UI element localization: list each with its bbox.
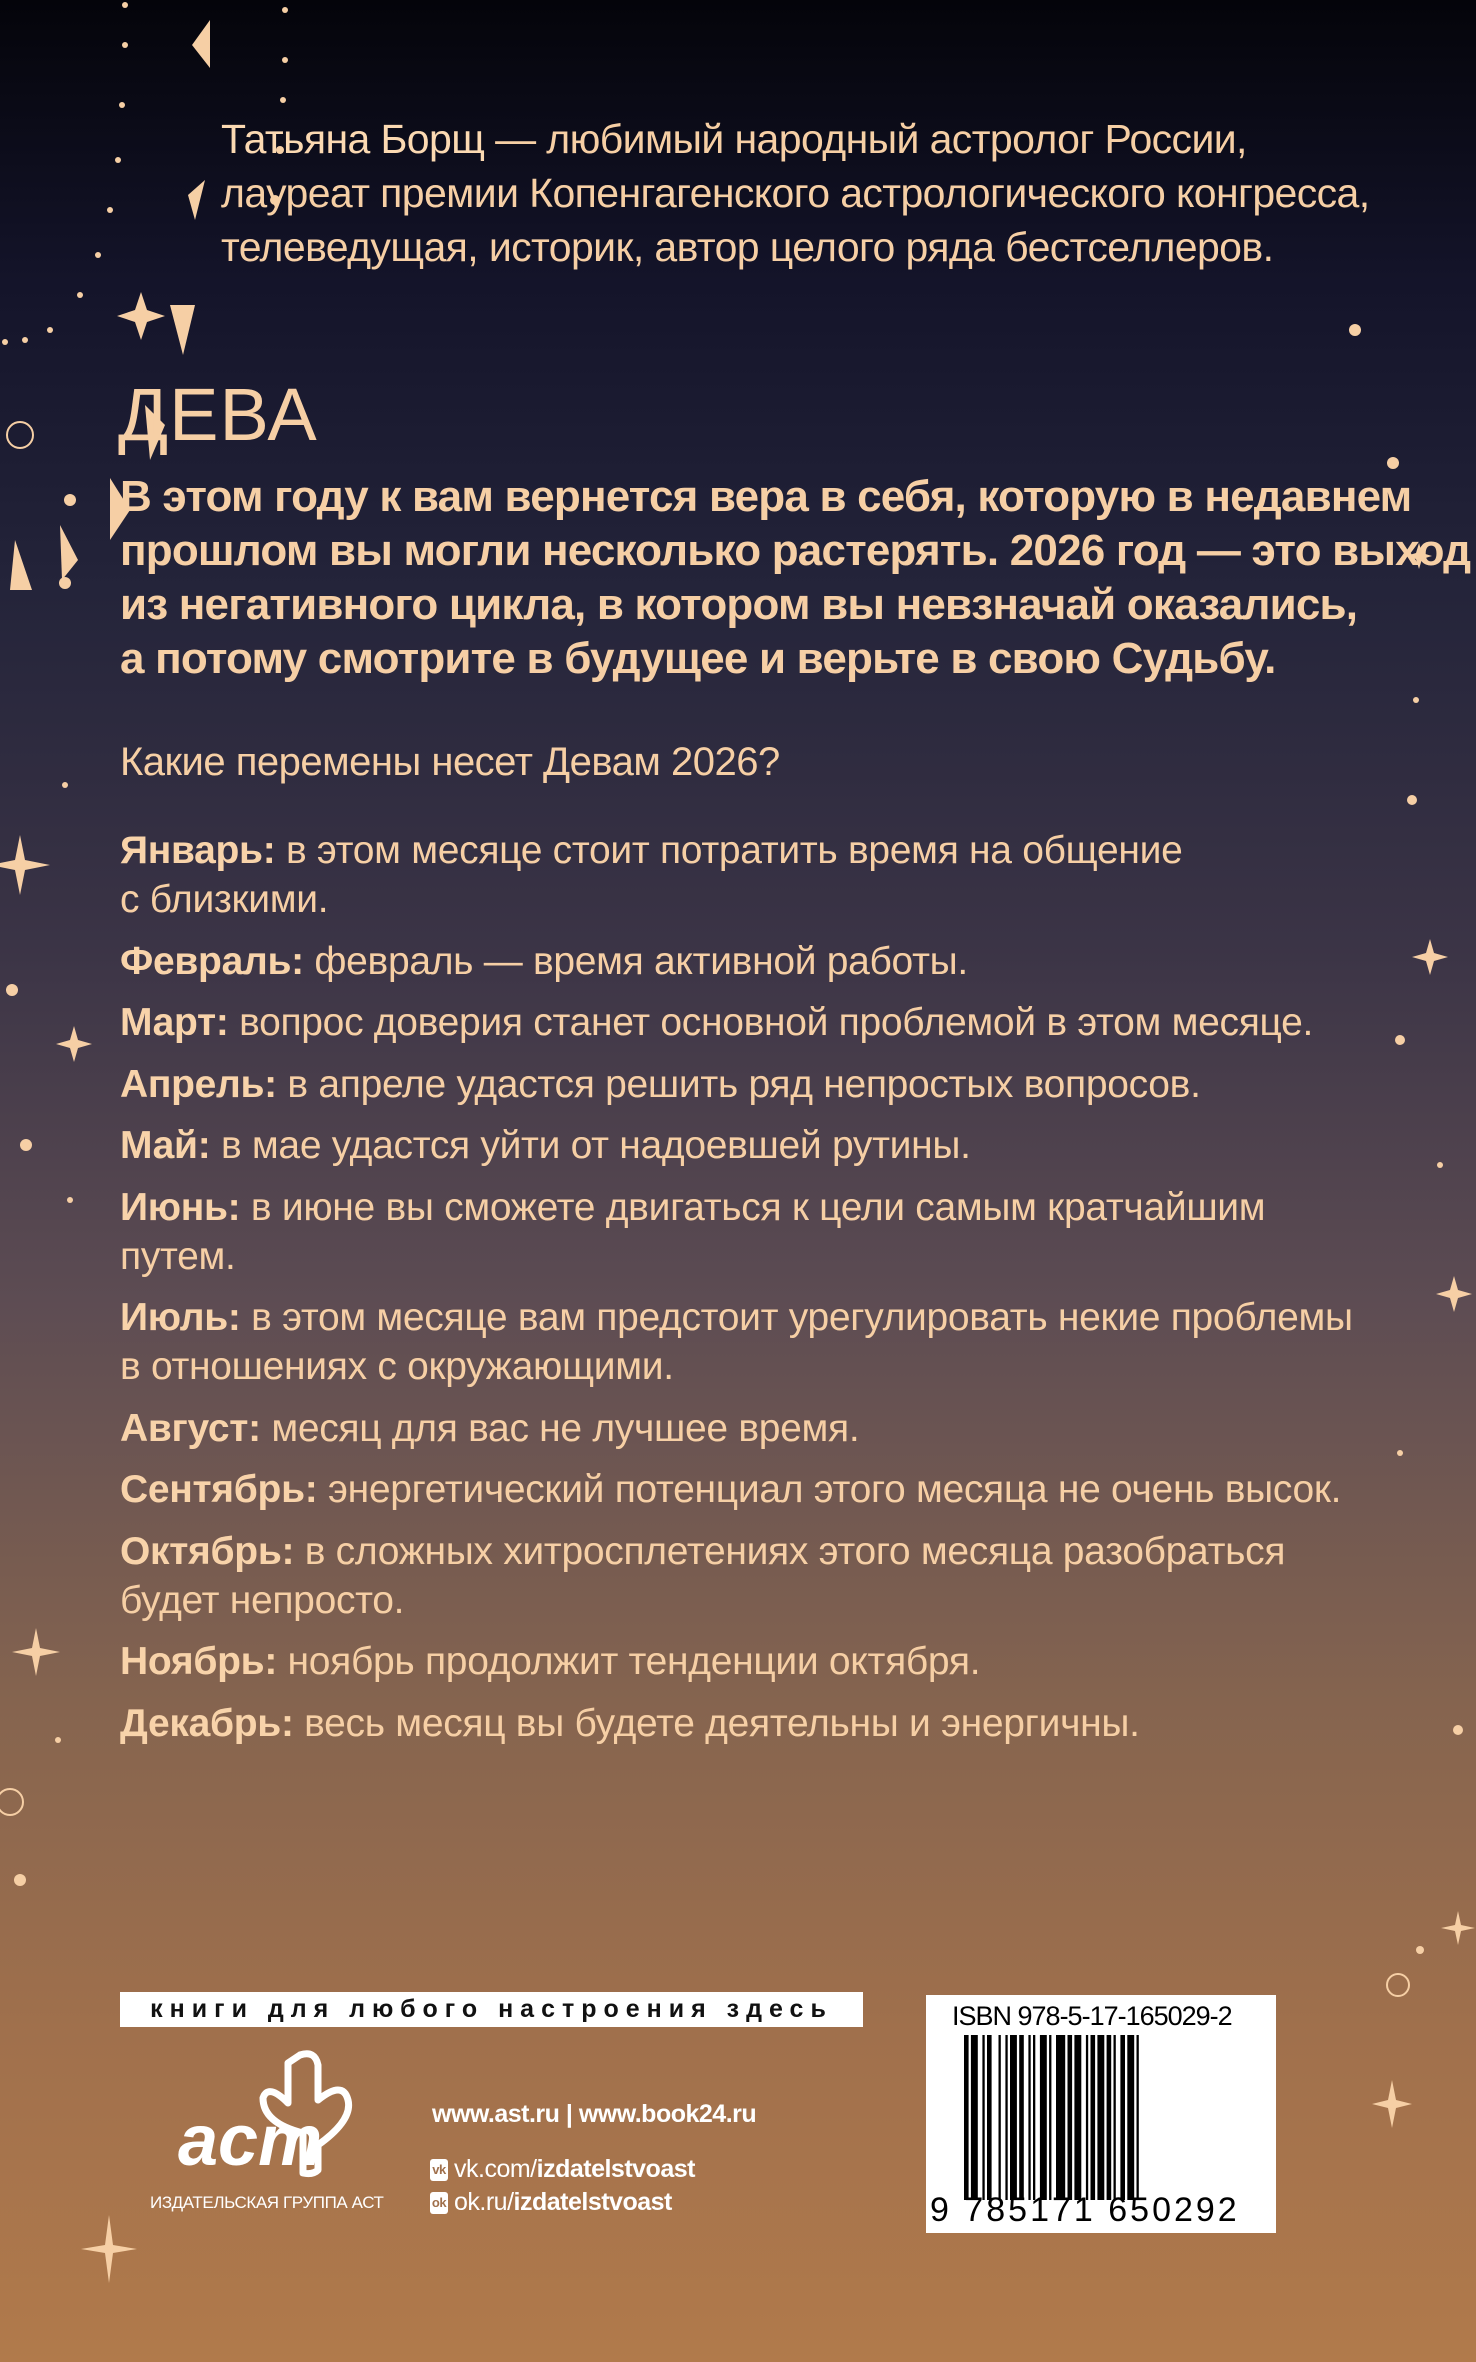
- month-forecast: энергетический потенциал этого месяца не очень высок.: [317, 1468, 1342, 1511]
- barcode-bar: [1033, 2035, 1035, 2200]
- barcode-bar: [964, 2035, 969, 2200]
- barcode-bar: [1056, 2035, 1065, 2200]
- barcode-bar: [1107, 2035, 1112, 2200]
- month-forecast: в мае удастся уйти от надоевшей рутины.: [210, 1124, 971, 1167]
- social-links: [430, 2153, 695, 2219]
- ast-logo: [150, 2045, 370, 2190]
- ok-handle: izdatelstvoast: [513, 2188, 672, 2216]
- barcode-bar: [1049, 2035, 1051, 2200]
- month-name: Март:: [120, 1001, 229, 1044]
- intro-paragraph: В этом году к вам вернется вера в себя, которую в недавнем прошлом вы могли несколько растерять. 2026 год — это выход из негативного цикла, в котором вы невзначай оказались, а потому смотрите в будущее и верьте в свою Судьбу.: [120, 472, 1471, 683]
- month-forecast: в этом месяце вам предстоит урегулировать некие проблемы в отношениях с окружающими.: [120, 1296, 1353, 1388]
- month-item: [120, 1404, 1420, 1453]
- month-forecast: в июне вы сможете двигаться к цели самым кратчайшим путем.: [120, 1185, 1266, 1278]
- ok-icon: ok: [430, 2192, 448, 2214]
- month-name: Октябрь:: [120, 1529, 295, 1573]
- logo-text: аст: [178, 2101, 323, 2181]
- month-item: [120, 1527, 1420, 1625]
- ean-digits: 9 785171 650292: [930, 2191, 1240, 2229]
- barcode-bar: [971, 2035, 978, 2200]
- month-item: [120, 1637, 1420, 1686]
- barcode-bar: [1068, 2035, 1073, 2200]
- month-item: [120, 1465, 1420, 1514]
- barcode-bar: [1120, 2035, 1125, 2200]
- month-name: Февраль:: [120, 939, 304, 983]
- barcode-bar: [982, 2035, 984, 2200]
- publisher-name: ИЗДАТЕЛЬСКАЯ ГРУППА АСТ: [150, 2193, 384, 2212]
- month-item: [120, 826, 1420, 924]
- month-forecast: февраль — время активной работы.: [303, 939, 968, 983]
- month-item: [120, 1060, 1420, 1109]
- month-forecast: в сложных хитросплетениях этого месяца разобраться будет непросто.: [120, 1529, 1286, 1622]
- month-name: Июнь:: [120, 1185, 241, 1229]
- barcode-bar: [1137, 2035, 1139, 2200]
- month-name: Август:: [120, 1406, 261, 1450]
- month-item: [120, 1699, 1420, 1748]
- barcode-bars: [964, 2035, 1254, 2200]
- barcode-bar: [1040, 2035, 1047, 2200]
- vk-link[interactable]: [430, 2153, 695, 2186]
- month-item: [120, 1121, 1420, 1170]
- author-bio-line: — любимый народный астролог России,: [484, 116, 1247, 162]
- barcode-bar: [1127, 2035, 1134, 2200]
- month-name: Сентябрь:: [120, 1468, 318, 1511]
- barcode-bar: [1091, 2035, 1096, 2200]
- vk-icon: vk: [430, 2159, 448, 2181]
- month-forecast: в апреле удастся решить ряд непростых вопросов.: [276, 1062, 1201, 1106]
- barcode-bar: [987, 2035, 992, 2200]
- month-name: Май:: [120, 1124, 211, 1167]
- author-name: Татьяна Борщ: [221, 116, 485, 162]
- month-name: Январь:: [120, 829, 276, 872]
- month-forecast: весь месяц вы будете деятельны и энергичны.: [293, 1701, 1140, 1745]
- month-forecast: ноябрь продолжит тенденции октября.: [277, 1640, 981, 1683]
- barcode-bar: [1005, 2035, 1007, 2200]
- isbn-text: ISBN 978-5-17-165029-2: [952, 2001, 1232, 2031]
- barcode-box: [926, 1995, 1276, 2233]
- vk-prefix: vk.com/: [454, 2155, 537, 2183]
- month-name: Ноябрь:: [120, 1640, 278, 1683]
- sign-title: ДЕВА: [118, 373, 318, 456]
- author-bio: [221, 112, 1370, 274]
- month-list: [120, 826, 1420, 1760]
- question-heading: Какие перемены несет Девам 2026?: [120, 740, 780, 784]
- ok-link[interactable]: [430, 2186, 695, 2219]
- month-forecast: в этом месяце стоит потратить время на общение с близкими.: [120, 829, 1183, 921]
- month-item: [120, 1293, 1420, 1391]
- barcode-bar: [1086, 2035, 1088, 2200]
- slogan-banner: книги для любого настроения здесь: [120, 1992, 863, 2027]
- month-name: Июль:: [120, 1296, 241, 1339]
- barcode-bar: [1019, 2035, 1024, 2200]
- barcode-bar: [1074, 2035, 1081, 2200]
- barcode-bar: [999, 2035, 1001, 2200]
- month-forecast: месяц для вас не лучшее время.: [260, 1406, 860, 1450]
- month-item: [120, 998, 1420, 1047]
- month-item: [120, 937, 1420, 986]
- website-links[interactable]: www.ast.ru | www.book24.ru: [432, 2100, 757, 2128]
- barcode-bar: [1010, 2035, 1017, 2200]
- author-bio-line: телеведущая, историк, автор целого ряда бестселлеров.: [221, 224, 1274, 270]
- ok-prefix: ok.ru/: [454, 2188, 514, 2216]
- month-forecast: вопрос доверия станет основной проблемой в этом месяце.: [228, 1001, 1314, 1044]
- barcode-bar: [1028, 2035, 1030, 2200]
- vk-handle: izdatelstvoast: [536, 2155, 695, 2183]
- author-bio-line: лауреат премии Копенгагенского астрологического конгресса,: [221, 170, 1370, 216]
- month-name: Декабрь:: [120, 1701, 294, 1745]
- barcode-bar: [1114, 2035, 1116, 2200]
- month-name: Апрель:: [120, 1062, 277, 1106]
- month-item: [120, 1183, 1420, 1281]
- barcode-bar: [1097, 2035, 1104, 2200]
